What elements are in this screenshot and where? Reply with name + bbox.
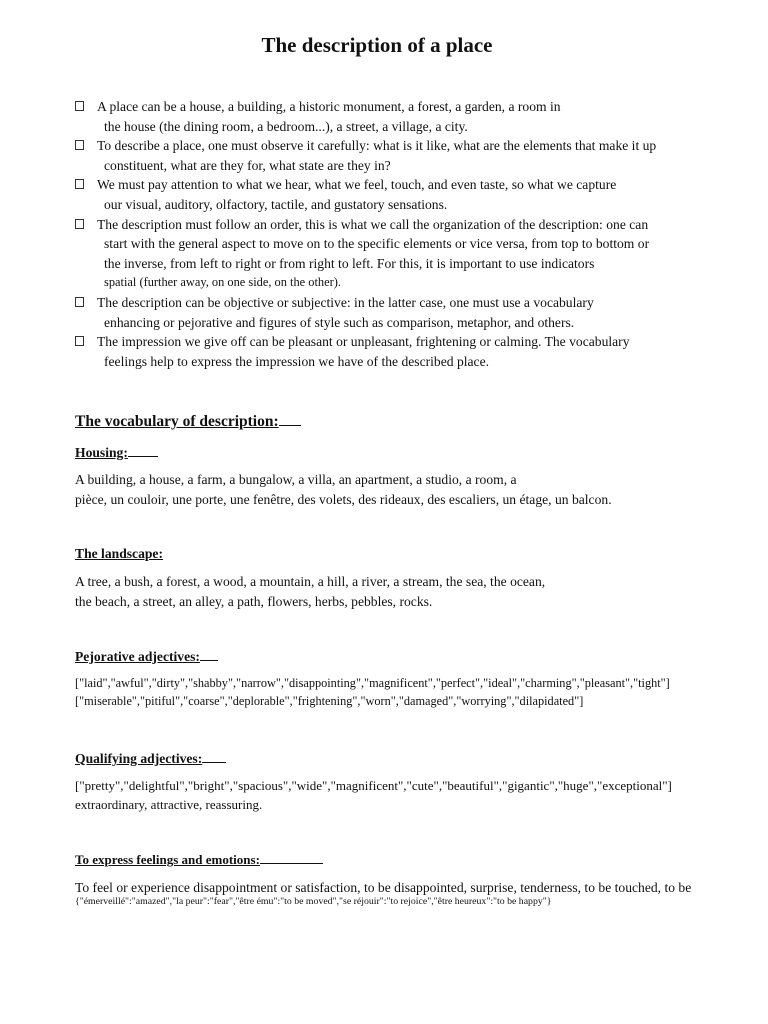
intro-line: A place can be a house, a building, a historic monument, a forest, a garden, a room in: [97, 99, 561, 114]
intro-line: To describe a place, one must observe it carefully: what is it like, what are the elements that make it up: [97, 138, 657, 154]
pejorative-heading: [75, 648, 218, 665]
heading-underline-trail: [128, 444, 158, 457]
intro-line: The description must follow an order, this is what we call the organization of the description: one can: [97, 216, 649, 232]
checkbox-bullet-icon: [75, 297, 84, 307]
pejorative-heading-text: Pejorative adjectives:: [75, 649, 200, 664]
feelings-translations: {"émerveillé":"amazed","la peur":"fear","être ému":"to be moved","se réjouir":"to rejoice","être heureux":"to be happy"}: [75, 896, 552, 907]
landscape-heading: The landscape:: [75, 546, 163, 561]
intro-line: constituent, what are they for, what state are they in?: [104, 157, 391, 173]
checkbox-bullet-icon: [75, 336, 84, 346]
intro-list: [75, 97, 735, 371]
intro-item: [75, 136, 735, 175]
qualifying-line: ["pretty","delightful","bright","spacious","wide","magnificent","cute","beautiful","gigantic","huge","exceptional"]: [75, 778, 672, 793]
feelings-line: To feel or experience disappointment or satisfaction, to be disappointed, surprise, tenderness, to be touched, to be: [75, 880, 692, 895]
landscape-line: A tree, a bush, a forest, a wood, a mountain, a hill, a river, a stream, the sea, the ocean,: [75, 574, 546, 589]
intro-item: [75, 332, 735, 371]
intro-line: The description can be objective or subjective: in the latter case, one must use a vocabulary: [97, 294, 594, 310]
pejorative-line: ["miserable","pitiful","coarse","deplorable","frightening","worn","damaged","worrying","dilapidated"]: [75, 694, 584, 708]
qualifying-list: [75, 776, 755, 814]
heading-underline-trail: [202, 750, 226, 763]
intro-item: [75, 293, 735, 332]
qualifying-heading-text: Qualifying adjectives:: [75, 751, 203, 766]
housing-text: [75, 470, 755, 509]
vocabulary-heading-text: The vocabulary of description:: [75, 413, 279, 430]
housing-line: pièce, un couloir, une porte, une fenêtre, des volets, des rideaux, des escaliers, un étage, un balcon.: [75, 491, 612, 507]
intro-line: enhancing or pejorative and figures of style such as comparison, metaphor, and others.: [104, 314, 575, 330]
feelings-text: [75, 878, 765, 898]
landscape-text: [75, 572, 755, 611]
page-title: The description of a place: [261, 33, 493, 57]
feelings-heading-text: To express feelings and emotions:: [75, 852, 260, 867]
intro-line-small: spatial (further away, on one side, on the other).: [104, 275, 341, 290]
pejorative-line: ["laid","awful","dirty","shabby","narrow","disappointing","magnificent","perfect","ideal","charming","pleasant","tight"]: [75, 676, 670, 690]
feelings-heading: [75, 851, 323, 868]
checkbox-bullet-icon: [75, 219, 84, 229]
housing-line: A building, a house, a farm, a bungalow, a villa, an apartment, a studio, a room, a: [75, 472, 517, 487]
intro-item: [75, 175, 735, 214]
qualifying-line: extraordinary, attractive, reassuring.: [75, 797, 263, 812]
intro-line: our visual, auditory, olfactory, tactile, and gustatory sensations.: [104, 196, 448, 212]
intro-item: [75, 97, 735, 136]
qualifying-heading: [75, 750, 226, 767]
housing-heading: [75, 444, 158, 461]
intro-line: the inverse, from left to right or from right to left. For this, it is important to use indicators: [104, 255, 595, 271]
heading-underline-trail: [279, 413, 301, 426]
heading-underline-trail: [200, 648, 218, 661]
housing-heading-text: Housing:: [75, 445, 128, 460]
pejorative-list: [75, 674, 755, 710]
intro-line: The impression we give off can be pleasant or unpleasant, frightening or calming. The vocabulary: [97, 334, 630, 350]
intro-line: the house (the dining room, a bedroom...), a street, a village, a city.: [104, 118, 468, 134]
intro-line: feelings help to express the impression we have of the described place.: [104, 353, 490, 369]
vocabulary-heading: [75, 413, 301, 431]
checkbox-bullet-icon: [75, 101, 84, 111]
intro-line: We must pay attention to what we hear, what we feel, touch, and even taste, so what we capture: [97, 177, 617, 193]
intro-item: [75, 215, 735, 293]
checkbox-bullet-icon: [75, 140, 84, 150]
intro-line: start with the general aspect to move on to the specific elements or vice versa, from top to bottom or: [104, 236, 650, 252]
landscape-line: the beach, a street, an alley, a path, flowers, herbs, pebbles, rocks.: [75, 593, 433, 609]
checkbox-bullet-icon: [75, 179, 84, 189]
heading-underline-trail: [260, 851, 323, 864]
